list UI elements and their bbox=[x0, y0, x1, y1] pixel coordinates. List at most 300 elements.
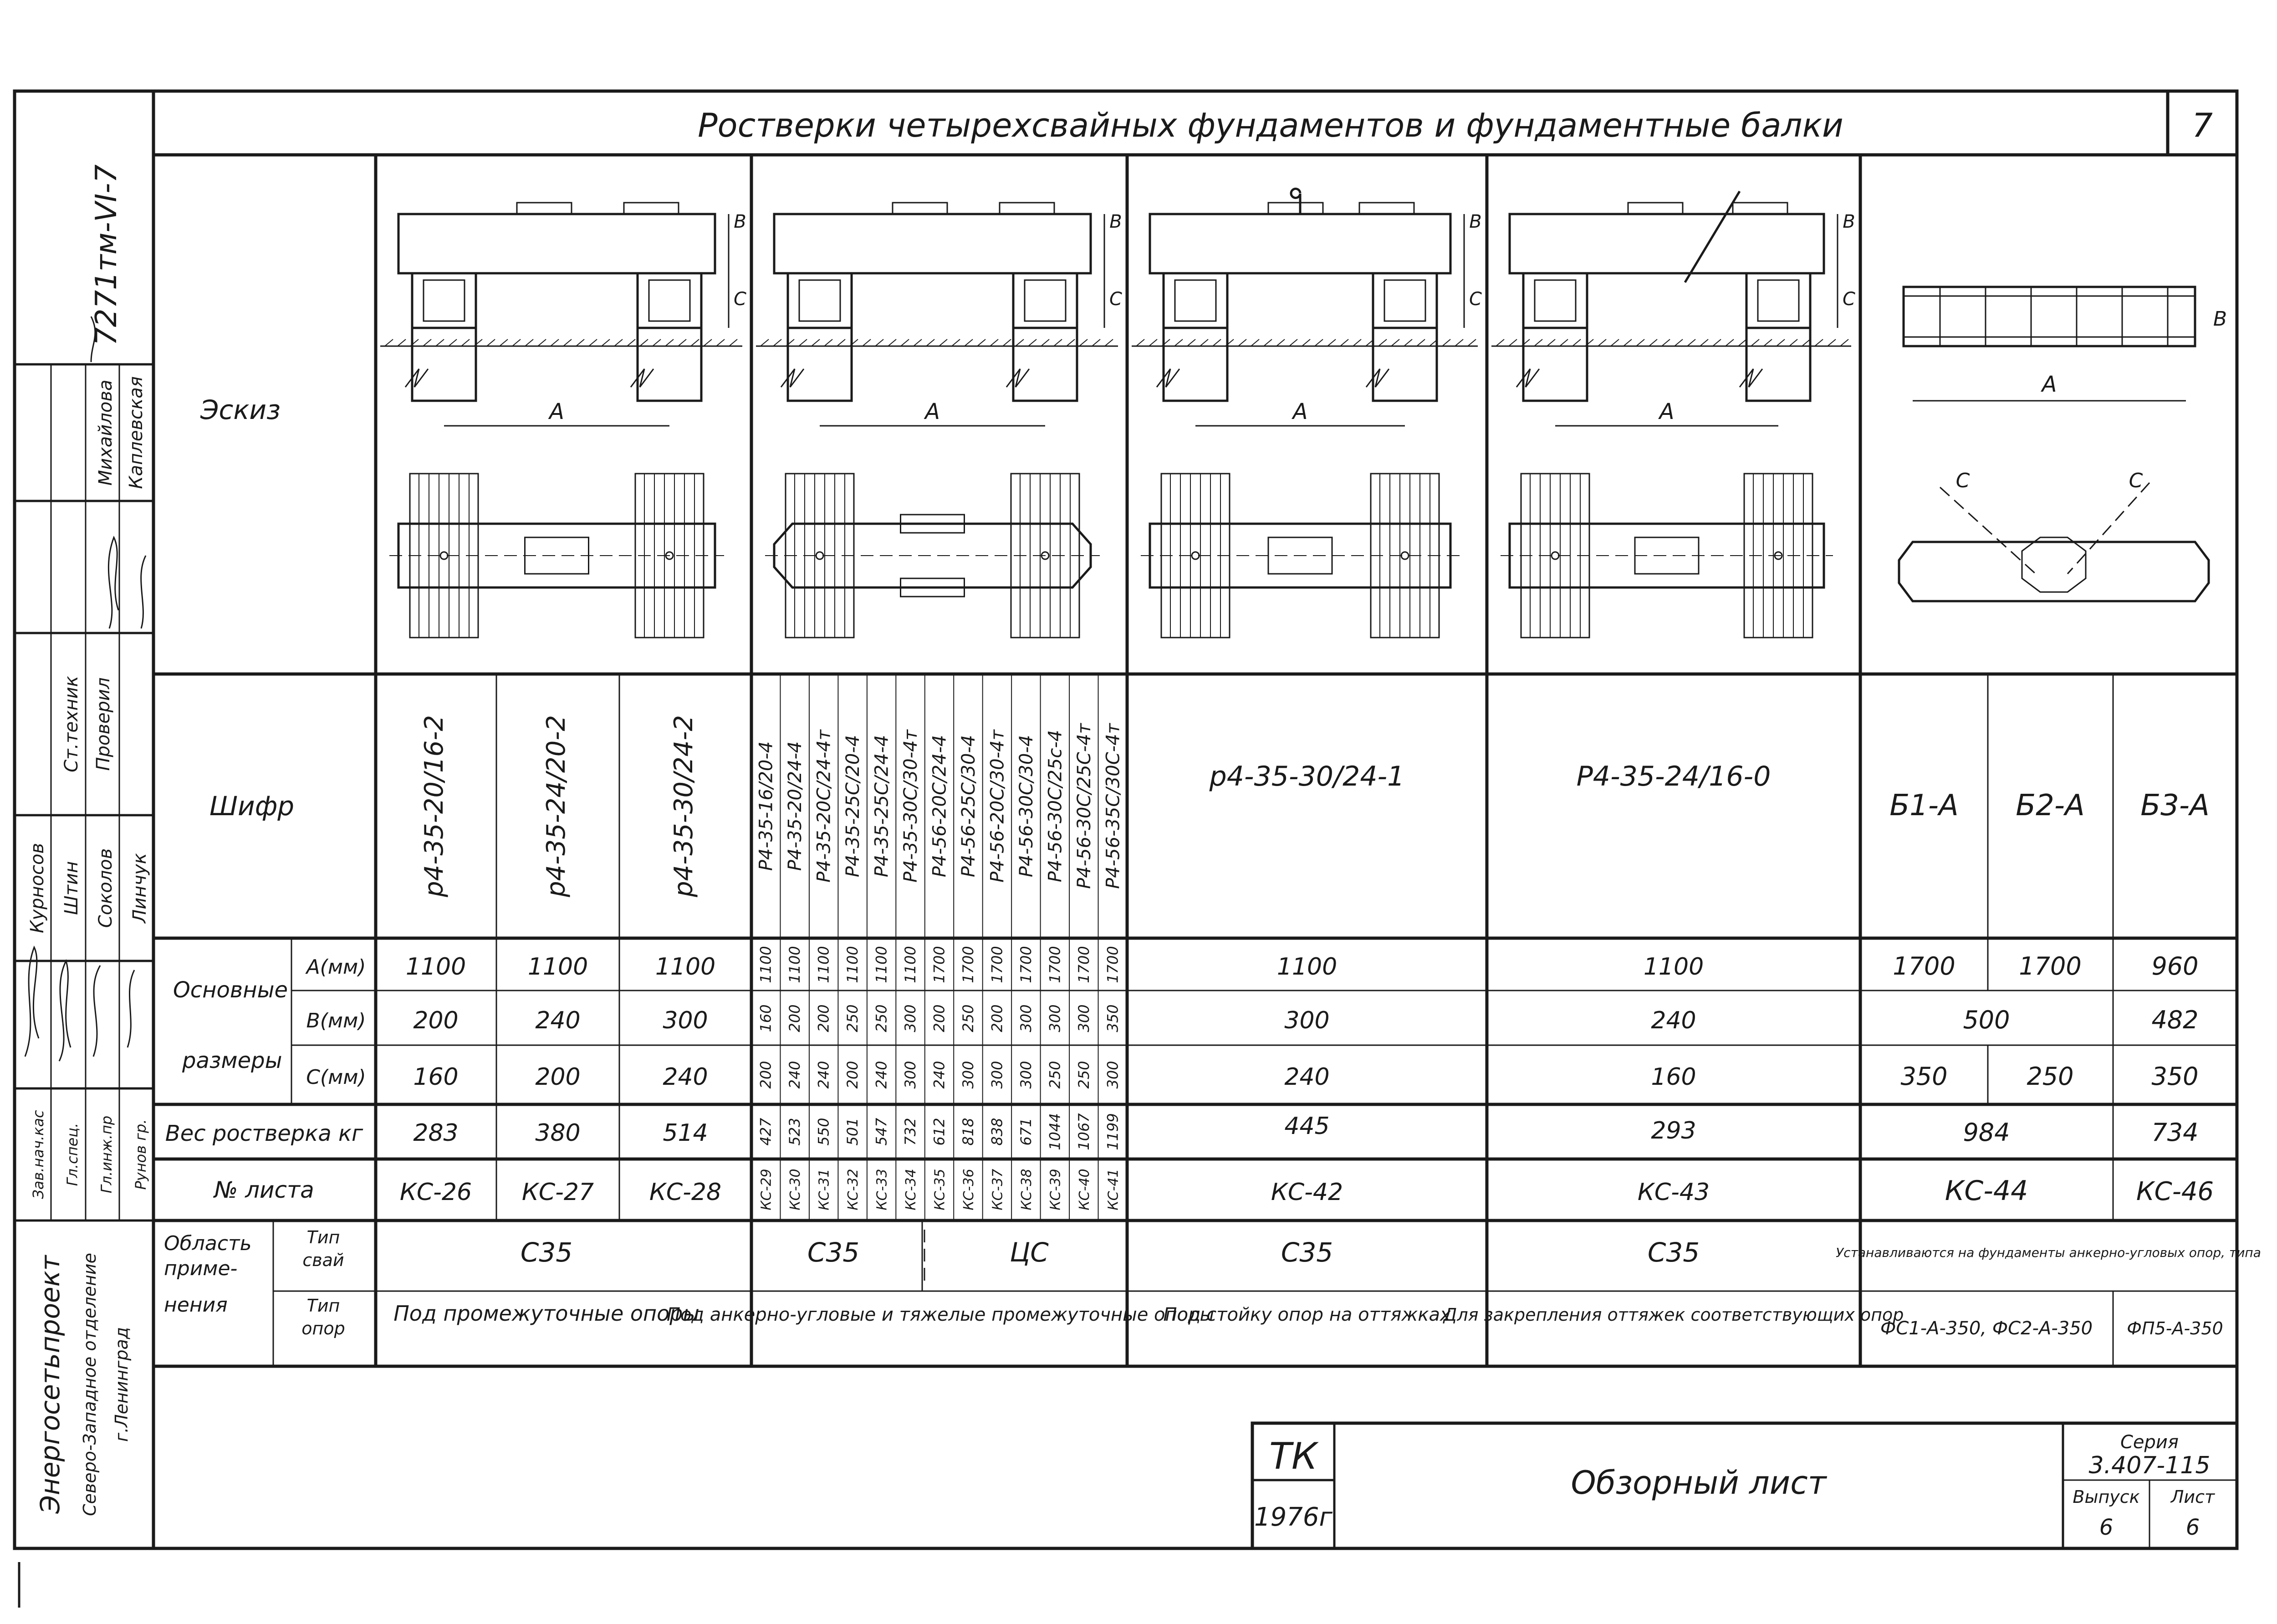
column-kc42 bbox=[1209, 761, 1405, 1206]
narrow-a: 1700 bbox=[1104, 946, 1122, 983]
b-kc26: 200 bbox=[413, 1007, 459, 1034]
ground-hatch bbox=[824, 339, 832, 346]
ground-hatch bbox=[1054, 339, 1062, 346]
ground-hatch bbox=[500, 339, 508, 346]
beam-node bbox=[2022, 537, 2086, 592]
org-name: Энергосетьпроект bbox=[35, 1255, 66, 1514]
ground-hatch bbox=[1442, 339, 1450, 346]
a-label: А(мм) bbox=[306, 955, 366, 979]
ground-hatch bbox=[1003, 339, 1011, 346]
post-stub bbox=[1291, 189, 1300, 214]
narrow-a: 1100 bbox=[873, 946, 890, 983]
narrow-c: 300 bbox=[1017, 1061, 1035, 1089]
pile-head bbox=[1373, 273, 1437, 328]
ves-kc42: 445 bbox=[1284, 1113, 1330, 1140]
ground-hatch bbox=[1611, 339, 1619, 346]
ground-hatch bbox=[1079, 339, 1087, 346]
name-mid-1: Курносов bbox=[27, 843, 48, 934]
narrow-list: КС-32 bbox=[845, 1169, 862, 1210]
shifr-kc42: р4-35-30/24-1 bbox=[1209, 761, 1405, 792]
ground-hatch bbox=[691, 339, 699, 346]
pile-head bbox=[1746, 273, 1810, 328]
narrow-column bbox=[958, 735, 979, 1210]
narrow-b: 250 bbox=[959, 1004, 977, 1032]
ground-hatch bbox=[1598, 339, 1606, 346]
narrow-ves: 612 bbox=[930, 1118, 948, 1146]
g3-piles: С35 bbox=[1281, 1237, 1333, 1268]
oblast-label-3: нения bbox=[164, 1293, 228, 1317]
narrow-column bbox=[929, 735, 950, 1210]
shifr-kc27: р4-35-24/20-2 bbox=[541, 715, 571, 898]
ground-hatch bbox=[614, 339, 623, 346]
application-row bbox=[393, 1237, 2261, 1339]
break-mark bbox=[781, 369, 804, 387]
dim-a-label: А bbox=[925, 399, 940, 424]
ground-hatch bbox=[1238, 339, 1246, 346]
sheet-title: Ростверки четырехсвайных фундаментов и фундаментные балки bbox=[698, 106, 1843, 144]
ground-hatch bbox=[704, 339, 712, 346]
ground-hatch bbox=[1327, 339, 1336, 346]
cap-beam bbox=[398, 214, 715, 273]
narrow-list: КС-31 bbox=[816, 1169, 832, 1210]
pile-head bbox=[1523, 273, 1587, 328]
list-b12: КС-44 bbox=[1945, 1175, 2028, 1207]
shifr-kc26: р4-35-20/16-2 bbox=[419, 715, 449, 898]
plan-bolt bbox=[1192, 552, 1199, 559]
cap-plate bbox=[1000, 203, 1054, 214]
narrow-c: 300 bbox=[988, 1061, 1006, 1089]
b-label: В(мм) bbox=[306, 1009, 366, 1032]
pile-body bbox=[788, 328, 852, 401]
ground-hatch bbox=[1187, 339, 1195, 346]
narrow-a: 1100 bbox=[786, 946, 804, 983]
name-mid-2: Штин bbox=[61, 861, 82, 915]
cap-beam bbox=[1150, 214, 1450, 273]
cap-plate bbox=[1268, 203, 1323, 214]
narrow-c: 240 bbox=[815, 1061, 832, 1089]
ground-hatch bbox=[1560, 339, 1568, 346]
ground-hatch bbox=[1764, 339, 1772, 346]
ground-hatch bbox=[901, 339, 909, 346]
ground-hatch bbox=[1636, 339, 1644, 346]
narrow-shifr: Р4-56-20С/30-4т bbox=[987, 730, 1008, 883]
a-kc42: 1100 bbox=[1276, 953, 1338, 981]
c-kc42: 240 bbox=[1284, 1063, 1330, 1091]
doc-code: 7271тм-VI-7 bbox=[90, 164, 123, 346]
tip-opor-label-1: Тип bbox=[306, 1296, 340, 1316]
ground-hatch bbox=[799, 339, 807, 346]
narrow-b: 250 bbox=[873, 1004, 890, 1032]
g4-piles: С35 bbox=[1647, 1237, 1700, 1268]
dim-c-label: С bbox=[1109, 289, 1122, 310]
stamp-issue: 6 bbox=[2099, 1515, 2114, 1540]
ground-hatch bbox=[716, 339, 725, 346]
ground-hatch bbox=[1340, 339, 1348, 346]
ground-hatch bbox=[1675, 339, 1683, 346]
cap-plate bbox=[517, 203, 572, 214]
ground-hatch bbox=[1378, 339, 1387, 346]
ground-hatch bbox=[1840, 339, 1848, 346]
stamp-series: 3.407-115 bbox=[2088, 1452, 2211, 1479]
narrow-a: 1100 bbox=[902, 946, 919, 983]
ground-hatch bbox=[653, 339, 661, 346]
g3-supports: Под стойку опор на оттяжках bbox=[1163, 1304, 1451, 1325]
ground-hatch bbox=[1777, 339, 1785, 346]
ves-kc26: 283 bbox=[413, 1119, 459, 1147]
shifr-b2: Б2-А bbox=[2016, 789, 2085, 822]
ground-hatch bbox=[1302, 339, 1310, 346]
cap-plate bbox=[1628, 203, 1683, 214]
narrow-a: 1100 bbox=[757, 946, 775, 983]
ground-hatch bbox=[1404, 339, 1412, 346]
break-mark bbox=[1740, 369, 1762, 387]
pile-head bbox=[1013, 273, 1077, 328]
ground-hatch bbox=[1174, 339, 1183, 346]
ground-hatch bbox=[914, 339, 922, 346]
ground-hatch bbox=[449, 339, 457, 346]
narrow-a: 1100 bbox=[844, 946, 862, 983]
narrow-shifr: Р4-56-30С/25С-4т bbox=[1073, 723, 1095, 889]
beam-dim-c: С bbox=[2129, 469, 2143, 492]
narrow-list: КС-35 bbox=[932, 1169, 948, 1210]
narrow-c: 300 bbox=[959, 1061, 977, 1089]
narrow-a: 1100 bbox=[815, 946, 832, 983]
dim-b-label: В bbox=[734, 211, 746, 232]
a-b3: 960 bbox=[2151, 952, 2199, 981]
narrow-c: 240 bbox=[873, 1061, 890, 1089]
ground-hatch bbox=[1315, 339, 1323, 346]
narrow-column bbox=[785, 741, 806, 1210]
break-mark bbox=[1366, 369, 1389, 387]
ground-hatch bbox=[1789, 339, 1797, 346]
dim-a-label: А bbox=[1292, 399, 1308, 424]
narrow-ves: 671 bbox=[1017, 1118, 1035, 1146]
beam-piles: Устанавливаются на фундаменты анкерно-угловых опор, типа bbox=[1836, 1245, 2261, 1260]
name-top-1: Михайлова bbox=[95, 379, 116, 486]
shifr-kc28: р4-35-30/24-2 bbox=[669, 715, 699, 898]
pile-body bbox=[1746, 328, 1810, 401]
narrow-shifr: Р4-56-20С/24-4 bbox=[929, 735, 950, 878]
column-kc27 bbox=[522, 715, 594, 1206]
g2-piles-a: С35 bbox=[807, 1237, 860, 1268]
guy-rod bbox=[1685, 191, 1740, 282]
pile-head bbox=[788, 273, 852, 328]
pile-socket bbox=[649, 280, 690, 321]
sketch-label: Эскиз bbox=[200, 394, 281, 425]
narrow-b: 200 bbox=[988, 1004, 1006, 1032]
name-top-2: Каплевская bbox=[126, 376, 147, 489]
stamp-name: Обзорный лист bbox=[1571, 1464, 1827, 1501]
ground-hatch bbox=[1353, 339, 1361, 346]
narrow-ves: 523 bbox=[786, 1118, 804, 1146]
tip-svai-label-2: свай bbox=[302, 1250, 344, 1270]
stamp-tk: ТК bbox=[1269, 1435, 1317, 1477]
narrow-ves: 550 bbox=[815, 1118, 832, 1146]
sketches bbox=[380, 189, 2227, 638]
ground-hatch bbox=[602, 339, 610, 346]
ground-hatch bbox=[436, 339, 444, 346]
g2-supports: Под анкерно-угловые и тяжелые промежуточные опоры bbox=[666, 1304, 1215, 1325]
ground-hatch bbox=[1149, 339, 1157, 346]
osnovnye-label-1: Основные bbox=[173, 977, 288, 1003]
narrow-c: 250 bbox=[1075, 1061, 1093, 1089]
beam-dim-c-line bbox=[2068, 483, 2149, 574]
narrow-ves: 501 bbox=[844, 1118, 862, 1146]
beam-supports-b: ФП5-А-350 bbox=[2127, 1318, 2223, 1338]
ground-hatch bbox=[678, 339, 686, 346]
ground-hatch bbox=[1468, 339, 1476, 346]
plan-bolt bbox=[1401, 552, 1409, 559]
narrow-b: 300 bbox=[1046, 1004, 1064, 1032]
narrow-list: КС-38 bbox=[1018, 1169, 1035, 1210]
ground-hatch bbox=[773, 339, 781, 346]
oblast-label-2: приме- bbox=[164, 1257, 238, 1280]
beam-dim-b: В bbox=[2213, 307, 2227, 331]
narrow-a: 1700 bbox=[1046, 946, 1064, 983]
beam-supports-a: ФС1-А-350, ФС2-А-350 bbox=[1880, 1318, 2093, 1339]
g2-piles-b: ЦС bbox=[1010, 1237, 1049, 1268]
pile-socket bbox=[1758, 280, 1799, 321]
ground-hatch bbox=[423, 339, 431, 346]
a-b1: 1700 bbox=[1893, 952, 1955, 981]
narrow-list: КС-29 bbox=[758, 1169, 775, 1210]
ground-hatch bbox=[461, 339, 470, 346]
narrow-b: 200 bbox=[786, 1004, 804, 1032]
c-kc28: 240 bbox=[663, 1063, 708, 1091]
ground-hatch bbox=[1092, 339, 1100, 346]
pile-head bbox=[638, 273, 701, 328]
oblast-label-1: Область bbox=[164, 1232, 252, 1255]
break-mark bbox=[1516, 369, 1539, 387]
ground-hatch bbox=[837, 339, 845, 346]
narrow-column bbox=[1045, 730, 1066, 1210]
ground-hatch bbox=[512, 339, 521, 346]
dim-c-label: С bbox=[734, 289, 746, 310]
narrow-shifr: Р4-35-20С/24-4т bbox=[813, 730, 835, 883]
narrow-shifr: Р4-56-30С/25с-4 bbox=[1045, 730, 1066, 883]
narrow-ves: 838 bbox=[988, 1118, 1006, 1146]
cap-plate bbox=[1733, 203, 1787, 214]
narrow-column bbox=[872, 735, 893, 1210]
ground-hatch bbox=[977, 339, 985, 346]
narrow-c: 240 bbox=[930, 1061, 948, 1089]
role-bottom-3: Гл.инж.пр bbox=[98, 1115, 115, 1194]
dim-b-label: В bbox=[1109, 211, 1122, 232]
b-kc43: 240 bbox=[1651, 1007, 1696, 1034]
pile-socket bbox=[1535, 280, 1576, 321]
role-bottom-2: Гл.спец. bbox=[64, 1123, 81, 1186]
ground-hatch bbox=[1726, 339, 1734, 346]
ves-b3: 734 bbox=[2151, 1118, 2199, 1147]
ground-hatch bbox=[589, 339, 597, 346]
a-kc28: 1100 bbox=[655, 953, 716, 981]
ground-hatch bbox=[1391, 339, 1399, 346]
ground-hatch bbox=[812, 339, 820, 346]
list-kc26: КС-26 bbox=[399, 1179, 472, 1206]
narrow-column bbox=[756, 741, 777, 1210]
ground-hatch bbox=[576, 339, 584, 346]
b-kc27: 240 bbox=[535, 1007, 581, 1034]
pile-body bbox=[1013, 328, 1077, 401]
ground-hatch bbox=[1534, 339, 1542, 346]
narrow-a: 1700 bbox=[1075, 946, 1093, 983]
ground-hatch bbox=[1547, 339, 1555, 346]
narrow-ves: 1199 bbox=[1104, 1113, 1122, 1150]
dim-a-label: А bbox=[549, 399, 564, 424]
plan-bolt bbox=[816, 552, 823, 559]
narrow-list: КС-33 bbox=[874, 1169, 890, 1210]
narrow-shifr: Р4-56-35С/30С-4т bbox=[1103, 723, 1124, 889]
ground-hatch bbox=[952, 339, 960, 346]
shifr-kc43: Р4-35-24/16-0 bbox=[1576, 761, 1771, 792]
narrow-shifr: Р4-35-16/20-4 bbox=[756, 741, 777, 871]
ground-hatch bbox=[385, 339, 393, 346]
ground-hatch bbox=[729, 339, 737, 346]
narrow-ves: 1067 bbox=[1075, 1113, 1093, 1150]
ground-hatch bbox=[875, 339, 883, 346]
narrow-b: 160 bbox=[757, 1004, 775, 1032]
a-b2: 1700 bbox=[2019, 952, 2082, 981]
pile-socket bbox=[1175, 280, 1216, 321]
narrow-ves: 732 bbox=[902, 1118, 919, 1146]
ground-hatch bbox=[1815, 339, 1823, 346]
narrow-list: КС-34 bbox=[903, 1169, 919, 1210]
ground-hatch bbox=[863, 339, 871, 346]
pile-socket bbox=[1025, 280, 1066, 321]
narrow-list: КС-41 bbox=[1105, 1169, 1122, 1210]
left-strip-grid bbox=[15, 364, 153, 1221]
ves-kc27: 380 bbox=[535, 1119, 581, 1147]
ground-hatch bbox=[1276, 339, 1285, 346]
narrow-column bbox=[1103, 722, 1123, 1210]
b-kc42: 300 bbox=[1284, 1007, 1330, 1034]
plan-bolt bbox=[440, 552, 448, 559]
narrow-list: КС-40 bbox=[1076, 1169, 1093, 1210]
c-b2: 250 bbox=[2027, 1062, 2074, 1091]
narrow-shifr: Р4-35-25С/24-4 bbox=[871, 735, 893, 878]
beam-columns bbox=[1889, 789, 2214, 1207]
narrow-b: 300 bbox=[1075, 1004, 1093, 1032]
osnovnye-label-2: размеры bbox=[182, 1048, 282, 1073]
ground-hatch bbox=[1067, 339, 1075, 346]
cap-plate bbox=[1359, 203, 1414, 214]
beam-dim-a: А bbox=[2042, 372, 2057, 397]
a-kc26: 1100 bbox=[405, 953, 466, 981]
ground-hatch bbox=[1200, 339, 1208, 346]
stamp-sheet-label: Лист bbox=[2170, 1487, 2215, 1507]
g4-supports: Для закрепления оттяжек соответствующих опор bbox=[1443, 1305, 1904, 1325]
pile-body bbox=[1373, 328, 1437, 401]
ground-hatch bbox=[1136, 339, 1144, 346]
dim-b-label: В bbox=[1469, 211, 1482, 232]
dim-b-label: В bbox=[1843, 211, 1855, 232]
narrow-a: 1700 bbox=[1017, 946, 1035, 983]
narrow-b: 350 bbox=[1104, 1004, 1122, 1032]
c-label: С(мм) bbox=[306, 1066, 366, 1089]
shifr-b3: Б3-А bbox=[2140, 789, 2210, 822]
ground-hatch bbox=[1649, 339, 1657, 346]
ground-hatch bbox=[1572, 339, 1581, 346]
shifr-b1: Б1-А bbox=[1889, 789, 1959, 822]
ground-hatch bbox=[1105, 339, 1113, 346]
grillage-sketch bbox=[756, 203, 1122, 638]
pile-body bbox=[412, 328, 476, 401]
narrow-b: 200 bbox=[815, 1004, 832, 1032]
cap-plate bbox=[624, 203, 679, 214]
narrow-list: КС-37 bbox=[990, 1169, 1006, 1210]
role-2: Проверил bbox=[93, 677, 114, 771]
narrow-list: КС-36 bbox=[960, 1169, 977, 1210]
ground-hatch bbox=[1738, 339, 1746, 346]
plan-bolt bbox=[1552, 552, 1559, 559]
column-kc43 bbox=[1577, 761, 1771, 1206]
tip-svai-label-1: Тип bbox=[306, 1227, 340, 1247]
ground-hatch bbox=[761, 339, 769, 346]
ground-hatch bbox=[1417, 339, 1425, 346]
a-kc43: 1100 bbox=[1643, 953, 1704, 981]
narrow-ves: 1044 bbox=[1046, 1113, 1064, 1150]
narrow-ves: 818 bbox=[959, 1118, 977, 1146]
ground-hatch bbox=[487, 339, 495, 346]
title-block bbox=[1252, 1423, 2237, 1548]
role-1: Ст.техник bbox=[61, 676, 82, 772]
cap-plate bbox=[893, 203, 947, 214]
ground-hatch bbox=[398, 339, 406, 346]
ves-b12: 984 bbox=[1963, 1118, 2010, 1147]
narrow-a: 1700 bbox=[959, 946, 977, 983]
org-city: г.Ленинград bbox=[112, 1327, 132, 1442]
stamp-year: 1976г bbox=[1254, 1502, 1333, 1532]
cap-beam bbox=[774, 214, 1091, 273]
ves-label: Вес ростверка кг bbox=[165, 1121, 363, 1146]
pile-head bbox=[1164, 273, 1227, 328]
ground-hatch bbox=[926, 339, 934, 346]
pile-body bbox=[1164, 328, 1227, 401]
narrow-b: 250 bbox=[844, 1004, 862, 1032]
ground-hatch bbox=[627, 339, 635, 346]
beam-sketch bbox=[1899, 287, 2227, 601]
ground-hatch bbox=[888, 339, 896, 346]
narrow-shifr: Р4-35-30С/30-4т bbox=[900, 730, 922, 883]
grillage-sketch bbox=[1491, 191, 1855, 638]
narrow-b: 300 bbox=[1017, 1004, 1035, 1032]
grillage-sketch bbox=[1132, 189, 1482, 638]
grillage-sketch bbox=[380, 203, 746, 638]
column-kc26 bbox=[400, 715, 472, 1206]
ground-hatch bbox=[1264, 339, 1272, 346]
ves-kc43: 293 bbox=[1651, 1117, 1696, 1144]
narrow-c: 240 bbox=[786, 1061, 804, 1089]
break-mark bbox=[405, 369, 428, 387]
ground-hatch bbox=[1289, 339, 1297, 346]
ground-hatch bbox=[1662, 339, 1670, 346]
narrow-b: 200 bbox=[930, 1004, 948, 1032]
narrow-b: 300 bbox=[902, 1004, 919, 1032]
sheet-number: 7 bbox=[2192, 106, 2213, 144]
column-kc28 bbox=[649, 715, 721, 1206]
ground-hatch bbox=[1496, 339, 1504, 346]
b-b12: 500 bbox=[1963, 1006, 2010, 1034]
narrow-column bbox=[987, 729, 1008, 1210]
ground-hatch bbox=[1509, 339, 1517, 346]
b-kc28: 300 bbox=[663, 1007, 708, 1034]
ground-hatch bbox=[990, 339, 998, 346]
narrow-column bbox=[900, 729, 921, 1210]
g1-piles: С35 bbox=[520, 1237, 573, 1268]
name-mid-4: Линчук bbox=[129, 853, 150, 923]
cap-beam bbox=[1510, 214, 1824, 273]
narrow-column bbox=[1016, 735, 1037, 1210]
